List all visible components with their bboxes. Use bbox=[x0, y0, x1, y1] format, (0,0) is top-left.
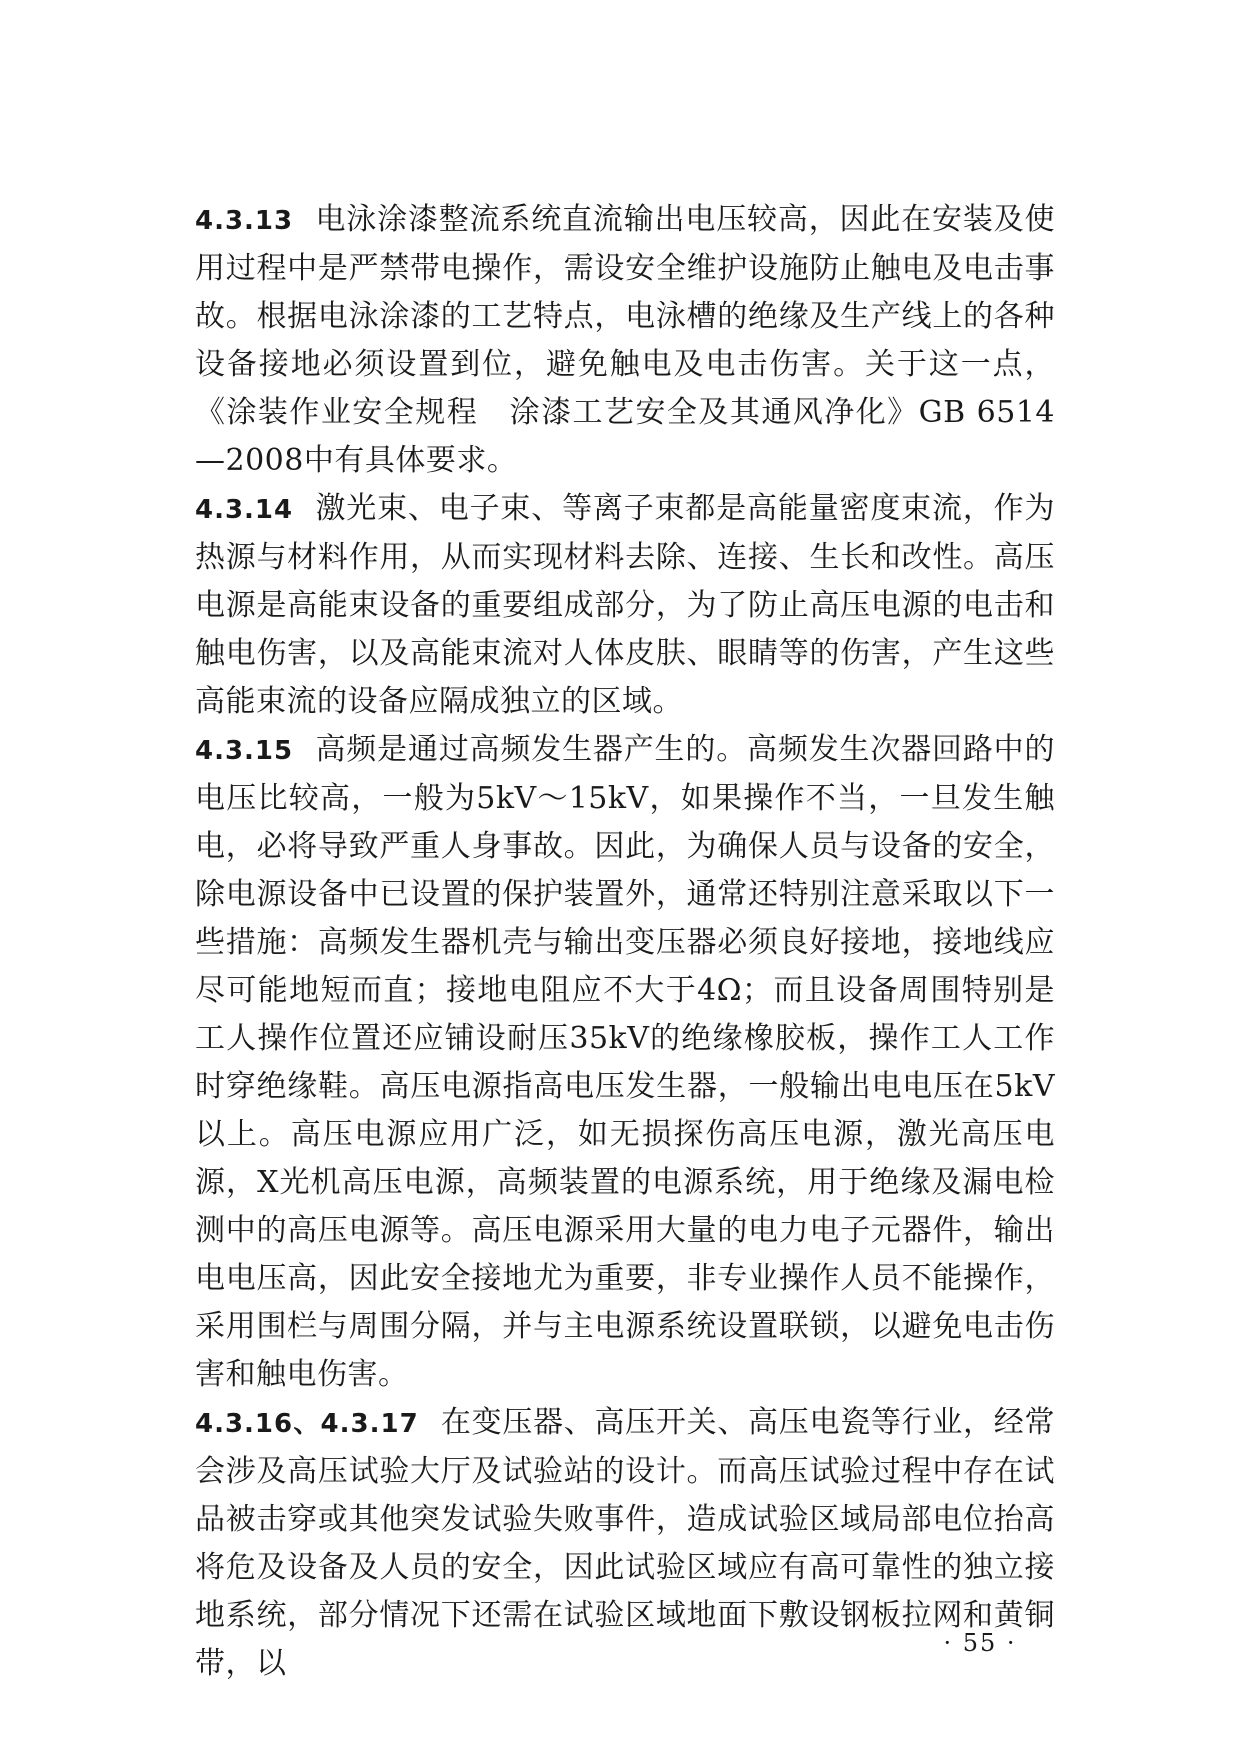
clause-text: 电泳涂漆整流系统直流输出电压较高，因此在安装及使用过程中是严禁带电操作，需设安全维护设施防止触电及电击事故。根据电泳涂漆的工艺特点，电泳槽的绝缘及生产线上的各种设备接地必须设置到位，避免触电及电击伤害。关于这一点，《涂装作业安全规程 涂漆工艺安全及其通风净化》GB 6514—2008中有具体要求。 bbox=[195, 202, 1055, 478]
clause-number: 4.3.14 bbox=[195, 495, 294, 525]
page-body bbox=[195, 196, 1055, 1688]
clause-4-3-13 bbox=[195, 196, 1055, 485]
page-number: · 55 · bbox=[943, 1629, 1017, 1657]
clause-4-3-14 bbox=[195, 485, 1055, 726]
clause-text: 在变压器、高压开关、高压电瓷等行业，经常会涉及高压试验大厅及试验站的设计。而高压试验过程中存在试品被击穿或其他突发试验失败事件，造成试验区域局部电位抬高将危及设备及人员的安全，因此试验区域应有高可靠性的独立接地系统，部分情况下还需在试验区域地面下敷设钢板拉网和黄铜带，以 bbox=[195, 1405, 1055, 1681]
clause-number: 4.3.13 bbox=[195, 206, 294, 236]
clause-text: 激光束、电子束、等离子束都是高能量密度束流，作为热源与材料作用，从而实现材料去除、连接、生长和改性。高压电源是高能束设备的重要组成部分，为了防止高压电源的电击和触电伤害，以及高能束流对人体皮肤、眼睛等的伤害，产生这些高能束流的设备应隔成独立的区域。 bbox=[195, 491, 1055, 719]
clause-4-3-15 bbox=[195, 726, 1055, 1399]
clause-number: 4.3.15 bbox=[195, 736, 294, 766]
clause-number: 4.3.16、4.3.17 bbox=[195, 1409, 419, 1439]
clause-text: 高频是通过高频发生器产生的。高频发生次器回路中的电压比较高，一般为5kV～15kV，如果操作不当，一旦发生触电，必将导致严重人身事故。因此，为确保人员与设备的安全，除电源设备中已设置的保护装置外，通常还特别注意采取以下一些措施：高频发生器机壳与输出变压器必须良好接地，接地线应尽可能地短而直；接地电阻应不大于4Ω；而且设备周围特别是工人操作位置还应铺设耐压35kV的绝缘橡胶板，操作工人工作时穿绝缘鞋。高压电源指高电压发生器，一般输出电电压在5kV以上。高压电源应用广泛，如无损探伤高压电源，激光高压电源，X光机高压电源，高频装置的电源系统，用于绝缘及漏电检测中的高压电源等。高压电源采用大量的电力电子元器件，输出电电压高，因此安全接地尤为重要，非专业操作人员不能操作，采用围栏与周围分隔，并与主电源系统设置联锁，以避免电击伤害和触电伤害。 bbox=[195, 732, 1055, 1392]
